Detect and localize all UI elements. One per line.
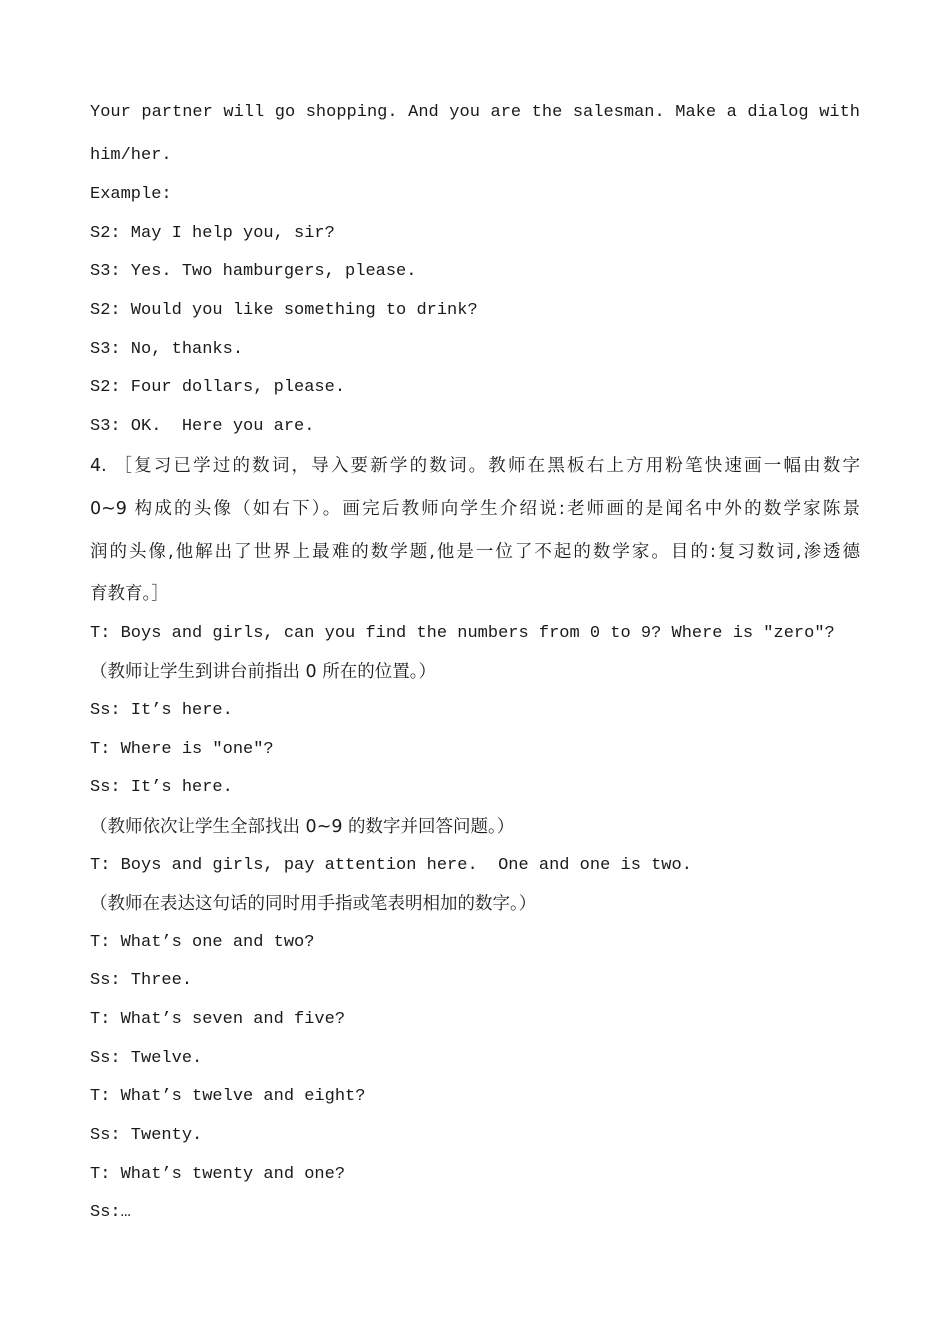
dialog-line: Ss: Twelve. bbox=[90, 1049, 203, 1068]
example-label: Example: bbox=[90, 185, 172, 204]
dialog-line: S2: Would you like something to drink? bbox=[90, 301, 478, 320]
teacher-instruction: （教师依次让学生全部找出 0~9 的数字并回答问题。） bbox=[90, 817, 515, 837]
dialog-line: Ss:… bbox=[90, 1203, 131, 1222]
teacher-instruction: （教师让学生到讲台前指出 0 所在的位置。） bbox=[90, 662, 437, 682]
dialog-line: S3: OK. Here you are. bbox=[90, 417, 315, 436]
dialog-line: T: What’s twelve and eight? bbox=[90, 1087, 366, 1106]
step-4-note-end: 育教育。］ bbox=[90, 584, 169, 604]
dialog-line: T: Where is "one"? bbox=[90, 740, 274, 759]
dialog-line: S2: May I help you, sir? bbox=[90, 224, 335, 243]
dialog-line: T: Boys and girls, can you find the numbers from 0 to 9? Where is "zero"? bbox=[90, 624, 835, 643]
dialog-line: T: What’s twenty and one? bbox=[90, 1165, 346, 1184]
dialog-line: T: What’s one and two? bbox=[90, 933, 315, 952]
paragraph-task-instruction-continued: him/her. bbox=[90, 146, 172, 165]
dialog-line: Ss: Three. bbox=[90, 971, 193, 990]
dialog-line: Ss: It’s here. bbox=[90, 701, 233, 720]
dialog-line: Ss: Twenty. bbox=[90, 1126, 203, 1145]
step-4-note: 4. ［复习已学过的数词，导入要新学的数词。教师在黑板右上方用粉笔快速画一幅由数字 bbox=[90, 456, 860, 476]
dialog-line: T: What’s seven and five? bbox=[90, 1010, 346, 1029]
dialog-line: Ss: It’s here. bbox=[90, 778, 233, 797]
dialog-line: S3: Yes. Two hamburgers, please. bbox=[90, 262, 417, 281]
step-4-note-continued: 润的头像,他解出了世界上最难的数学题,他是一位了不起的数学家。目的:复习数词,渗透德 bbox=[90, 542, 860, 562]
dialog-line: S3: No, thanks. bbox=[90, 340, 244, 359]
dialog-line: S2: Four dollars, please. bbox=[90, 378, 346, 397]
teacher-instruction: （教师在表达这句话的同时用手指或笔表明相加的数字。） bbox=[90, 894, 537, 914]
dialog-line: T: Boys and girls, pay attention here. One and one is two. bbox=[90, 856, 692, 875]
step-4-note-continued: 0~9 构成的头像（如右下）。画完后教师向学生介绍说:老师画的是闻名中外的数学家陈景 bbox=[90, 499, 860, 519]
paragraph-task-instruction: Your partner will go shopping. And you are the salesman. Make a dialog with bbox=[90, 103, 860, 122]
